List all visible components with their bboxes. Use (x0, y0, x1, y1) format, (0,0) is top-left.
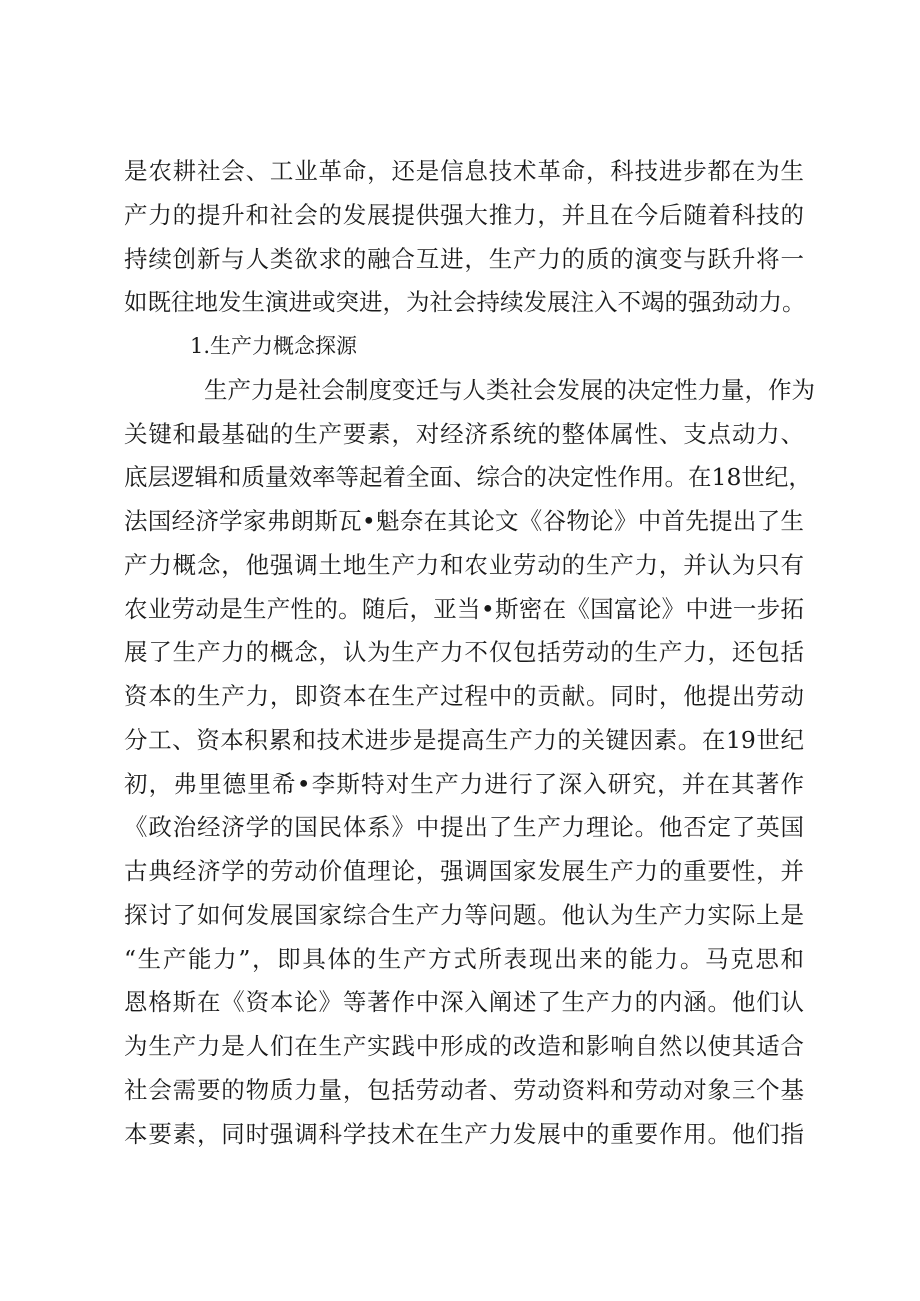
text-line: 古典经济学的劳动价值理论，强调国家发展生产力的重要性，并 (124, 857, 804, 885)
text-line: 产力概念，他强调土地生产力和农业劳动的生产力，并认为只有 (124, 550, 804, 579)
text-line: 分工、资本积累和技术进步是提高生产力的关键因素。在19世纪 (124, 725, 804, 754)
body-text (124, 150, 815, 1156)
text-line: 资本的生产力，即资本在生产过程中的贡献。同时，他提出劳动 (124, 682, 804, 710)
text-line: 持续创新与人类欲求的融合互进，生产力的质的演变与跃升将一 (124, 244, 804, 273)
paragraph (124, 369, 815, 1157)
text-line: 底层逻辑和质量效率等起着全面、综合的决定性作用。在18世纪， (124, 463, 812, 492)
text-line: “生产能力”，即具体的生产方式所表现出来的能力。马克思和 (124, 944, 804, 973)
text-line: 如既往地发生演进或突进，为社会持续发展注入不竭的强劲动力。 (124, 288, 806, 317)
text-line: 初，弗里德里希•李斯特对生产力进行了深入研究，并在其著作 (124, 769, 804, 798)
text-line: 产力的提升和社会的发展提供强大推力，并且在今后随着科技的 (124, 200, 804, 229)
text-line: 关键和最基础的生产要素，对经济系统的整体属性、支点动力、 (124, 419, 804, 448)
text-line: 是农耕社会、工业革命，还是信息技术革命，科技进步都在为生 (124, 157, 804, 185)
section-heading: 1.生产力概念探源 (190, 334, 358, 358)
text-line: 探讨了如何发展国家综合生产力等问题。他认为生产力实际上是 (124, 900, 804, 929)
text-line: 展了生产力的概念，认为生产力不仅包括劳动的生产力，还包括 (124, 638, 804, 667)
paragraph-continuation (124, 150, 804, 325)
text-line: 《政治经济学的国民体系》中提出了生产力理论。他否定了英国 (124, 813, 804, 842)
text-line: 农业劳动是生产性的。随后，亚当•斯密在《国富论》中进一步拓 (124, 594, 804, 623)
text-line: 生产力是社会制度变迁与人类社会发展的决定性力量，作为 (204, 375, 815, 404)
text-line: 本要素，同时强调科学技术在生产力发展中的重要作用。他们指 (124, 1119, 804, 1148)
text-line: 为生产力是人们在生产实践中形成的改造和影响自然以使其适合 (124, 1032, 804, 1060)
text-line: 社会需要的物质力量，包括劳动者、劳动资料和劳动对象三个基 (124, 1075, 804, 1104)
text-line: 恩格斯在《资本论》等著作中深入阐述了生产力的内涵。他们认 (124, 988, 804, 1017)
text-line: 法国经济学家弗朗斯瓦•魁奈在其论文《谷物论》中首先提出了生 (124, 507, 804, 535)
